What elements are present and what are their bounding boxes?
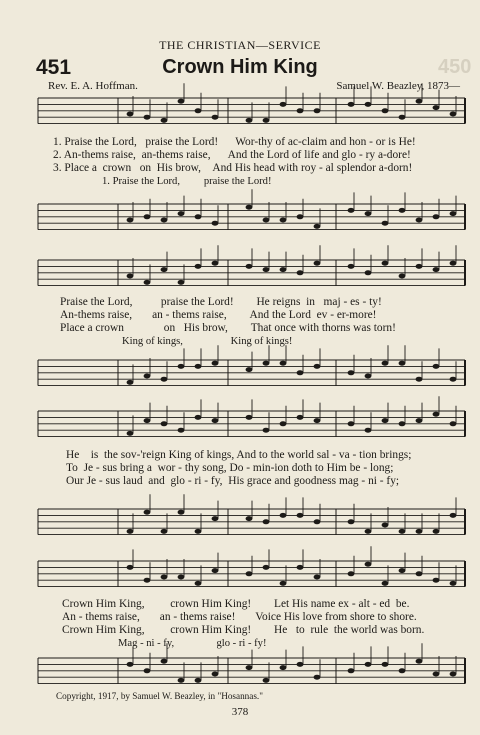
lyric-s4-v2: An - thems raise, an - thems raise! Voice His love from shore to shore.	[62, 611, 417, 623]
section-header: THE CHRISTIAN—SERVICE	[159, 38, 321, 52]
bass-staff-3	[0, 505, 480, 545]
words-credit: Rev. E. A. Hoffman.	[48, 80, 138, 92]
lyric-s4-v1: Crown Him King, crown Him King! Let His name ex - alt - ed be.	[62, 598, 410, 610]
music-credit: Samuel W. Beazley, 1873—	[336, 80, 460, 92]
lyric-s2-v1: Praise the Lord, praise the Lord! He reigns in maj - es - ty!	[60, 296, 382, 308]
cue-s1: 1. Praise the Lord, praise the Lord!	[102, 176, 272, 187]
lyric-s1-v1: 1. Praise the Lord, praise the Lord! Wor-thy of ac-claim and hon - or is He!	[53, 136, 416, 148]
hymn-title: Crown Him King	[162, 56, 318, 78]
lyric-s2-v2: An-thems raise, an - thems raise, And the Lord ev - er-more!	[60, 309, 377, 321]
lyric-s1-v3: 3. Place a crown on His brow, And His head with roy - al splendor a-dorn!	[53, 162, 413, 174]
lyric-s2-v3: Place a crown on His brow, That once with thorns was torn!	[60, 322, 396, 334]
lyric-s1-v2: 2. An-thems raise, an-thems raise, And the Lord of life and glo - ry a-dore!	[53, 149, 411, 161]
treble-staff-1	[0, 94, 480, 134]
treble-staff-3	[0, 407, 480, 447]
bleed-through-number: 450	[438, 56, 472, 78]
bass-staff-4	[0, 654, 480, 694]
bass-staff-1	[0, 200, 480, 240]
lyric-s3-v1: He is the sov-'reign King of kings, And to the world sal - va - tion brings;	[66, 449, 412, 461]
cue-s4: Mag - ni - fy, glo - ri - fy!	[118, 638, 267, 649]
treble-staff-4	[0, 557, 480, 597]
lyric-s4-v3: Crown Him King, crown Him King! He to rule the world was born.	[62, 624, 425, 636]
treble-staff-2	[0, 256, 480, 296]
lyric-s3-v3: Our Je - sus laud and glo - ri - fy, His grace and goodness mag - ni - fy;	[66, 475, 400, 487]
bass-staff-2	[0, 356, 480, 396]
copyright-notice: Copyright, 1917, by Samuel W. Beazley, in "Hosannas."	[56, 691, 263, 701]
cue-s2: King of kings, King of kings!	[122, 336, 293, 347]
lyric-s3-v2: To Je - sus bring a wor - thy song, Do - min-ion doth to Him be - long;	[66, 462, 394, 474]
hymn-number: 451	[36, 56, 72, 79]
page-number: 378	[231, 706, 249, 718]
